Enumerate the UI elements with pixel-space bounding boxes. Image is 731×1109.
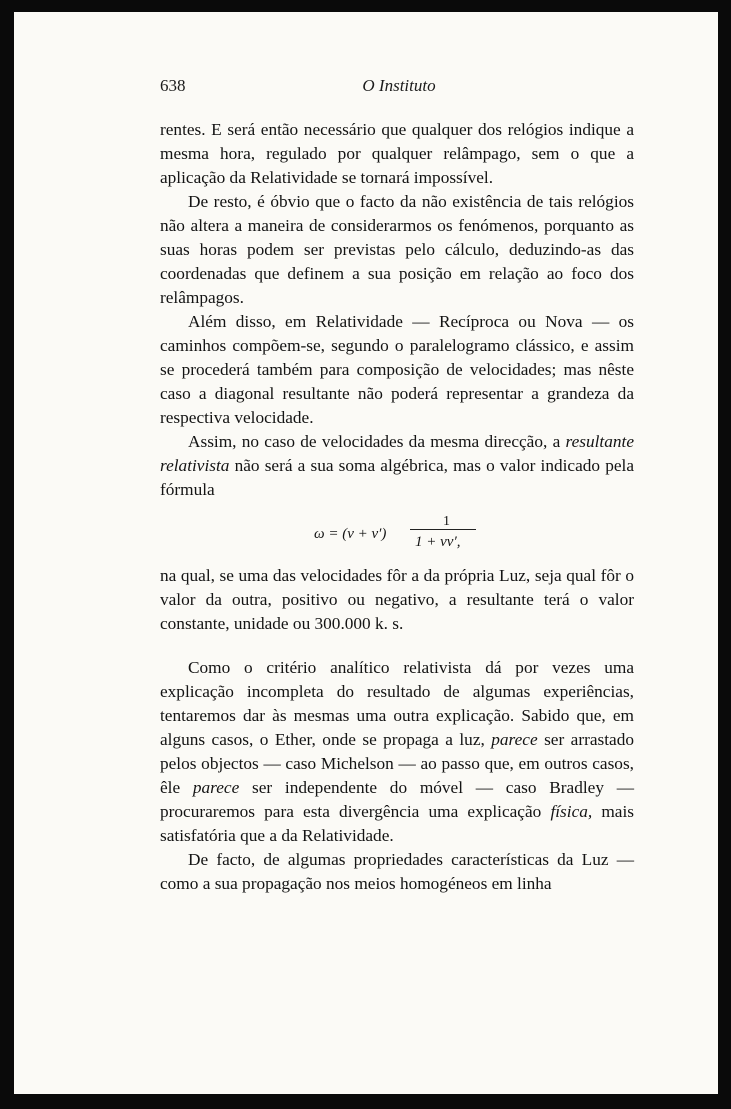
formula-numerator: 1 bbox=[443, 514, 450, 529]
page-header bbox=[160, 76, 638, 100]
paragraph bbox=[160, 430, 634, 502]
text-run: não será a sua soma algébrica, mas o valor indicado pela fórmula bbox=[160, 456, 634, 499]
italic-term: parece bbox=[192, 778, 240, 797]
paragraph: rentes. E será então necessário que qualquer dos relógios indique a mesma hora, regulado por qualquer relâmpago, sem o que a aplicação da Relatividade se tornará impossível. bbox=[160, 120, 634, 187]
formula-lhs: ω = (v + v′) bbox=[314, 526, 387, 542]
text-run: mais satisfatória que a da Relatividade. bbox=[160, 802, 634, 845]
body-text bbox=[160, 118, 634, 896]
paragraph: De facto, de algumas propriedades características da Luz — como a sua propagação nos meios homogéneos em linha bbox=[160, 850, 634, 893]
formula-denominator: 1 + vv′, bbox=[415, 534, 461, 550]
italic-term: parece bbox=[491, 730, 538, 749]
text-run: Assim, no caso de velocidades da mesma direcção, a bbox=[188, 432, 566, 451]
paragraph: na qual, se uma das velocidades fôr a da própria Luz, seja qual fôr o valor da outra, positivo ou negativo, a resultante terá o valor constante, unidade ou 300.000 k. s. bbox=[160, 566, 634, 633]
italic-term: resultante relativista bbox=[160, 432, 634, 475]
paragraph bbox=[160, 656, 634, 848]
page-number: 638 bbox=[160, 76, 186, 95]
paragraph: Além disso, em Relatividade — Recíproca ou Nova — os caminhos compõem-se, segundo o paralelogramo clássico, e assim se procederá também para composição de velocidades; mas nêste caso a diagonal resultante não poderá representar a grandeza da respectiva velocidade. bbox=[160, 312, 634, 427]
paragraph: De resto, é óbvio que o facto da não existência de tais relógios não altera a maneira de considerarmos os fenómenos, porquanto as suas horas podem ser previstas pelo cálculo, deduzindo-as das coordenadas que definem a sua posição em relação ao foco dos relâmpagos. bbox=[160, 192, 634, 307]
formula bbox=[160, 510, 634, 564]
running-title: O Instituto bbox=[362, 76, 436, 95]
text-run: Como o critério analítico relativista dá por vezes uma explicação incompleta do resultado de algumas experiências, tentaremos dar às mesmas uma outra explicação. Sabido que, em alguns casos, o Ether, onde se propaga a luz, bbox=[160, 658, 634, 749]
italic-term: física, bbox=[550, 802, 593, 821]
book-page bbox=[14, 12, 718, 1094]
text-run: ser independente do móvel — caso Bradley — procuraremos para esta divergência uma explicação bbox=[160, 778, 634, 821]
text-run: ser arrastado pelos objectos — caso Michelson — ao passo que, em outros casos, êle bbox=[160, 730, 634, 797]
